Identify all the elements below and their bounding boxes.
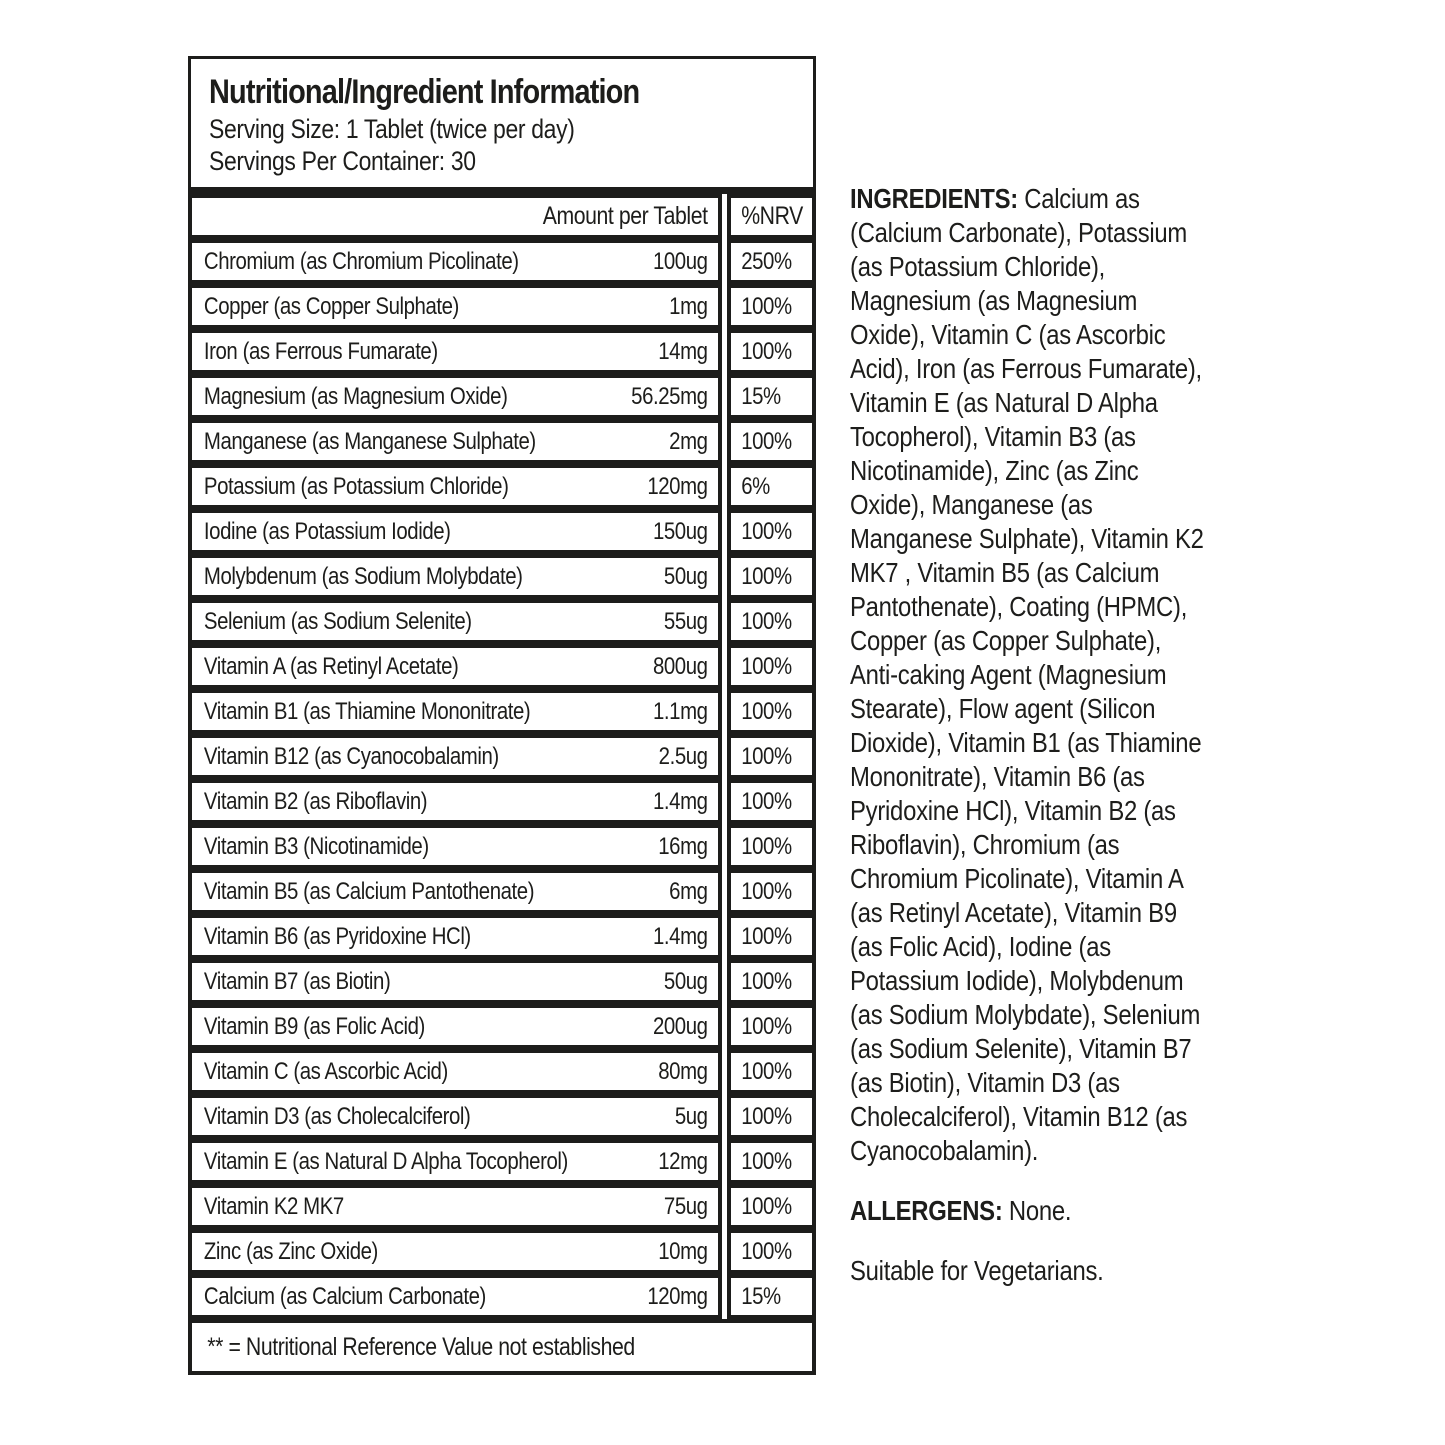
nutrient-nrv: 100%	[741, 922, 792, 950]
nutrient-cell	[188, 509, 722, 554]
nutrient-amount: 55ug	[663, 607, 708, 635]
nrv-cell	[727, 779, 816, 824]
table-row	[188, 959, 816, 1004]
nutrient-name: Zinc (as Zinc Oxide)	[203, 1237, 378, 1265]
nutrient-cell	[188, 464, 722, 509]
nutrient-nrv: 100%	[741, 832, 792, 860]
table-row	[188, 599, 816, 644]
nutrient-name: Calcium (as Calcium Carbonate)	[203, 1282, 486, 1310]
nutrient-amount: 80mg	[658, 1057, 708, 1085]
nutrient-nrv: 100%	[741, 517, 792, 545]
nutrient-nrv: 100%	[741, 337, 792, 365]
nrv-cell	[727, 1049, 816, 1094]
nutrient-nrv: 100%	[741, 787, 792, 815]
nutrient-amount: 12mg	[658, 1147, 708, 1175]
nrv-cell	[727, 1139, 816, 1184]
nutrient-nrv: 6%	[741, 472, 770, 500]
nutrient-name: Vitamin B3 (Nicotinamide)	[203, 832, 429, 860]
nutrient-name: Vitamin B5 (as Calcium Pantothenate)	[203, 877, 535, 905]
nrv-cell	[727, 554, 816, 599]
nrv-header-label: %NRV	[741, 202, 803, 230]
nutrient-name: Vitamin B1 (as Thiamine Mononitrate)	[203, 697, 531, 725]
nutrient-nrv: 100%	[741, 562, 792, 590]
table-row	[188, 869, 816, 914]
nutrient-amount: 16mg	[658, 832, 708, 860]
nutrient-cell	[188, 329, 722, 374]
nutrient-name: Manganese (as Manganese Sulphate)	[203, 427, 536, 455]
nutrient-amount: 10mg	[658, 1237, 708, 1265]
nutrient-name: Iron (as Ferrous Fumarate)	[203, 337, 438, 365]
table-row	[188, 779, 816, 824]
nutrient-cell	[188, 869, 722, 914]
nrv-cell	[727, 374, 816, 419]
nutrient-cell	[188, 554, 722, 599]
vegetarian-note: Suitable for Vegetarians.	[850, 1255, 1104, 1286]
nutrient-nrv: 15%	[741, 382, 781, 410]
table-row	[188, 1229, 816, 1274]
nutrient-nrv: 100%	[741, 1147, 792, 1175]
nutrient-cell	[188, 239, 722, 284]
nutrient-name: Vitamin C (as Ascorbic Acid)	[203, 1057, 448, 1085]
serving-size: Serving Size: 1 Tablet (twice per day)	[209, 114, 575, 144]
nutrition-panel	[188, 56, 816, 1375]
nutrient-cell	[188, 959, 722, 1004]
nutrient-amount: 75ug	[663, 1192, 708, 1220]
table-row	[188, 284, 816, 329]
nutrient-name: Magnesium (as Magnesium Oxide)	[203, 382, 508, 410]
nutrient-nrv: 100%	[741, 652, 792, 680]
nutrient-nrv: 100%	[741, 742, 792, 770]
table-row	[188, 644, 816, 689]
nutrient-nrv: 100%	[741, 607, 792, 635]
table-row	[188, 824, 816, 869]
nutrient-nrv: 15%	[741, 1282, 781, 1310]
nutrient-name: Vitamin B2 (as Riboflavin)	[203, 787, 428, 815]
ingredients-label: INGREDIENTS:	[850, 183, 1018, 214]
nutrient-nrv: 100%	[741, 427, 792, 455]
amount-header-cell	[188, 194, 722, 239]
nutrient-name: Vitamin E (as Natural D Alpha Tocopherol)	[203, 1147, 568, 1175]
nutrient-name: Vitamin A (as Retinyl Acetate)	[203, 652, 459, 680]
nutrient-cell	[188, 689, 722, 734]
nutrient-cell	[188, 599, 722, 644]
nutrient-cell	[188, 419, 722, 464]
nutrient-name: Molybdenum (as Sodium Molybdate)	[203, 562, 523, 590]
nutrient-nrv: 100%	[741, 697, 792, 725]
nrv-cell	[727, 284, 816, 329]
nutrient-amount: 6mg	[669, 877, 708, 905]
nutrient-name: Vitamin K2 MK7	[203, 1192, 344, 1220]
table-row	[188, 329, 816, 374]
nutrient-cell	[188, 1274, 722, 1319]
nutrient-cell	[188, 374, 722, 419]
ingredients-text: Calcium as (Calcium Carbonate), Potassium (as Potassium Chloride), Magnesium (as Magnesium Oxide), Vitamin C (as Ascorbic Acid), Iron (as Ferrous Fumarate), Vitamin E (as Natural D Alpha Tocopherol), Vitamin B3 (as Nicotinamide), Zinc (as Zinc Oxide), Manganese (as Manganese Sulphate), Vitamin K2 MK7 , Vitamin B5 (as Calcium Pantothenate), Coating (HPMC), Copper (as Copper Sulphate), Anti-caking Agent (Magnesium Stearate), Flow agent (Silicon Dioxide), Vitamin B1 (as Thiamine Mononitrate), Vitamin B6 (as Pyridoxine HCl), Vitamin B2 (as Riboflavin), Chromium (as Chromium Picolinate), Vitamin A (as Retinyl Acetate), Vitamin B9 (as Folic Acid), Iodine (as Potassium Iodide), Molybdenum (as Sodium Molybdate), Selenium (as Sodium Selenite), Vitamin B7 (as Biotin), Vitamin D3 (as Cholecalciferol), Vitamin B12 (as Cyanocobalamin).	[850, 183, 1204, 1166]
nrv-cell	[727, 824, 816, 869]
table-header-row	[188, 194, 816, 239]
nrv-cell	[727, 644, 816, 689]
table-row	[188, 689, 816, 734]
table-row	[188, 1139, 816, 1184]
nutrient-amount: 14mg	[658, 337, 708, 365]
nutrient-amount: 1mg	[669, 292, 708, 320]
amount-header-label: Amount per Tablet	[542, 202, 708, 230]
table-row	[188, 1094, 816, 1139]
nutrient-name: Potassium (as Potassium Chloride)	[203, 472, 509, 500]
servings-per-container: Servings Per Container: 30	[209, 146, 476, 176]
table-row	[188, 374, 816, 419]
nrv-cell	[727, 464, 816, 509]
ingredients-column	[850, 182, 1212, 1288]
nutrient-nrv: 100%	[741, 1057, 792, 1085]
nrv-cell	[727, 1184, 816, 1229]
nutrient-name: Vitamin D3 (as Cholecalciferol)	[203, 1102, 471, 1130]
nutrient-nrv: 100%	[741, 967, 792, 995]
nutrient-amount: 100ug	[652, 247, 708, 275]
table-row	[188, 554, 816, 599]
nutrient-amount: 150ug	[652, 517, 708, 545]
nutrient-amount: 120mg	[647, 472, 708, 500]
table-row	[188, 1274, 816, 1319]
nutrient-name: Vitamin B12 (as Cyanocobalamin)	[203, 742, 499, 770]
nrv-cell	[727, 689, 816, 734]
nutrient-cell	[188, 824, 722, 869]
nutrient-cell	[188, 1229, 722, 1274]
nrv-cell	[727, 419, 816, 464]
nutrient-cell	[188, 644, 722, 689]
table-row	[188, 914, 816, 959]
nrv-cell	[727, 734, 816, 779]
nrv-cell	[727, 599, 816, 644]
panel-title: Nutritional/Ingredient Information	[209, 73, 640, 111]
nrv-cell	[727, 509, 816, 554]
nutrient-cell	[188, 734, 722, 779]
nutrient-amount: 200ug	[652, 1012, 708, 1040]
nutrient-nrv: 100%	[741, 1102, 792, 1130]
panel-header	[188, 56, 816, 194]
nutrient-cell	[188, 779, 722, 824]
nutrient-cell	[188, 914, 722, 959]
nrv-cell	[727, 959, 816, 1004]
nutrient-cell	[188, 1139, 722, 1184]
nutrient-name: Iodine (as Potassium Iodide)	[203, 517, 451, 545]
nrv-cell	[727, 329, 816, 374]
nutrient-name: Chromium (as Chromium Picolinate)	[203, 247, 519, 275]
nutrient-cell	[188, 1049, 722, 1094]
allergens-label: ALLERGENS:	[850, 1195, 1003, 1226]
footnote: ** = Nutritional Reference Value not established	[207, 1332, 635, 1361]
nutrient-amount: 1.4mg	[653, 922, 708, 950]
nutrient-amount: 2mg	[669, 427, 708, 455]
nrv-header-cell	[727, 194, 816, 239]
nutrient-nrv: 100%	[741, 1237, 792, 1265]
nutrient-name: Vitamin B6 (as Pyridoxine HCl)	[203, 922, 471, 950]
nutrient-name: Vitamin B7 (as Biotin)	[203, 967, 391, 995]
allergens-paragraph	[850, 1194, 1212, 1228]
nutrient-name: Copper (as Copper Sulphate)	[203, 292, 459, 320]
table-row	[188, 464, 816, 509]
nutrient-cell	[188, 1094, 722, 1139]
nutrient-nrv: 100%	[741, 877, 792, 905]
nutrient-amount: 5ug	[674, 1102, 708, 1130]
nrv-cell	[727, 1094, 816, 1139]
nrv-cell	[727, 1004, 816, 1049]
table-row	[188, 1049, 816, 1094]
nutrient-cell	[188, 284, 722, 329]
table-row	[188, 509, 816, 554]
nutrient-nrv: 250%	[741, 247, 792, 275]
table-row	[188, 419, 816, 464]
table-row	[188, 1004, 816, 1049]
ingredients-paragraph	[850, 182, 1212, 1168]
allergens-text: None.	[1002, 1195, 1072, 1226]
nrv-cell	[727, 1229, 816, 1274]
nrv-cell	[727, 239, 816, 284]
nutrient-amount: 56.25mg	[631, 382, 708, 410]
nutrient-amount: 800ug	[652, 652, 708, 680]
nutrient-amount: 1.1mg	[653, 697, 708, 725]
nutrient-nrv: 100%	[741, 292, 792, 320]
nutrient-amount: 120mg	[647, 1282, 708, 1310]
footnote-row	[188, 1319, 816, 1375]
nrv-cell	[727, 869, 816, 914]
nutrient-amount: 2.5ug	[658, 742, 708, 770]
nrv-cell	[727, 914, 816, 959]
nutrient-cell	[188, 1184, 722, 1229]
nutrient-amount: 50ug	[663, 967, 708, 995]
nrv-cell	[727, 1274, 816, 1319]
nutrient-amount: 50ug	[663, 562, 708, 590]
table-row	[188, 1184, 816, 1229]
table-row	[188, 239, 816, 284]
nutrient-nrv: 100%	[741, 1192, 792, 1220]
table-row	[188, 734, 816, 779]
nutrient-amount: 1.4mg	[653, 787, 708, 815]
nutrient-name: Selenium (as Sodium Selenite)	[203, 607, 472, 635]
nutrient-name: Vitamin B9 (as Folic Acid)	[203, 1012, 425, 1040]
nutrient-nrv: 100%	[741, 1012, 792, 1040]
nutrient-cell	[188, 1004, 722, 1049]
